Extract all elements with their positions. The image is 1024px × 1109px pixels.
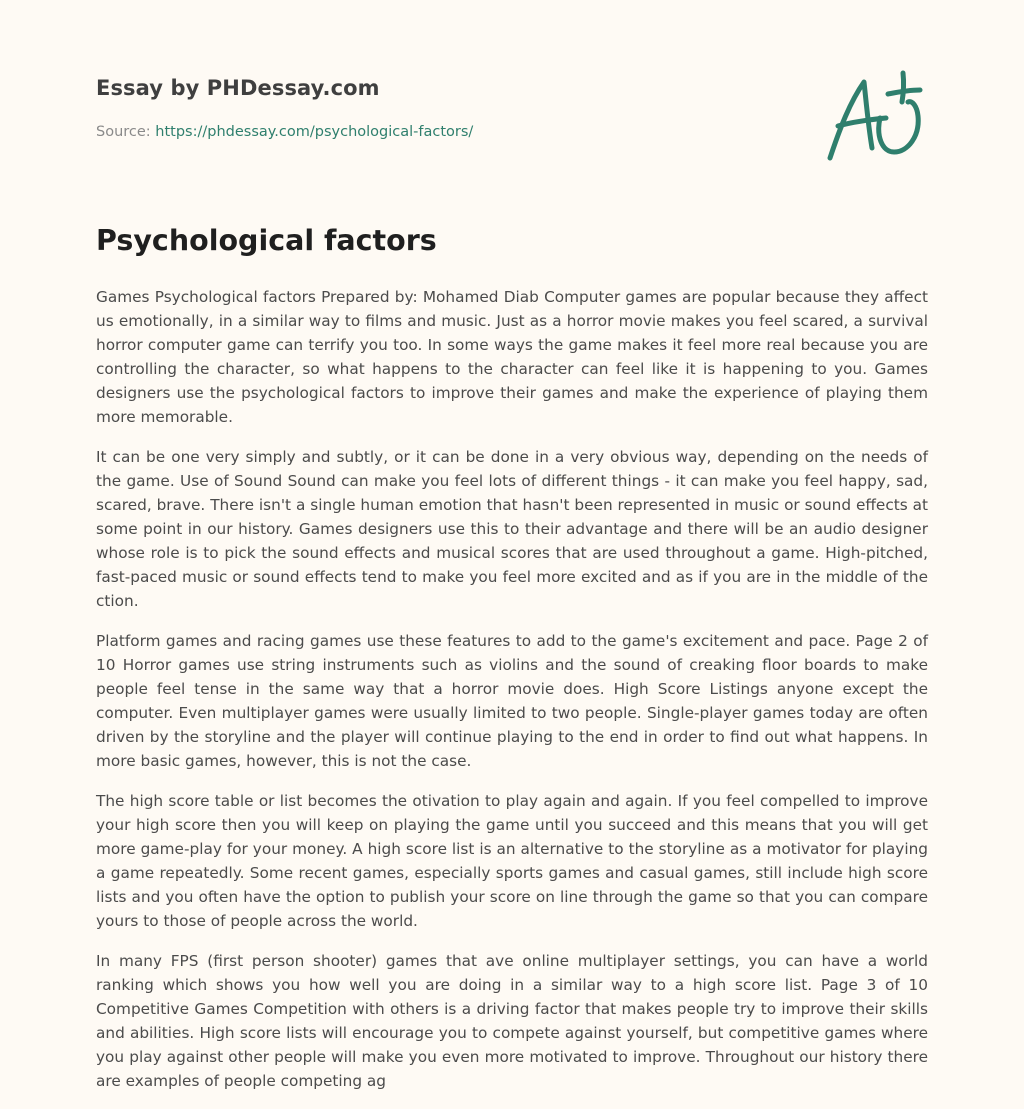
source-label: Source: [96, 124, 151, 140]
source-line [96, 124, 473, 140]
article-title: Psychological factors [96, 224, 437, 257]
article-paragraph: Games Psychological factors Prepared by: Mohamed Diab Computer games are popular because they affect us emotionally, in a similar way to films and music. Just as a horror movie makes you feel scared, a survival horror computer game can terrify you too. In some ways the game makes it feel more real because you are controlling the character, so what happens to the character can feel like it is happening to you. Games designers use the psychological factors to improve their games and make the experience of playing them more memorable. [96, 288, 928, 426]
a-plus-logo-icon [816, 66, 932, 168]
article-paragraph: Platform games and racing games use these features to add to the game's excitement and pace. Page 2 of 10 Horror games use string instruments such as violins and the sound of creaking floor boards to make people feel tense in the same way that a horror movie does. High Score Listings anyone except the computer. Even multiplayer games were usually limited to two people. Single-player games today are often driven by the storyline and the player will continue playing to the end in order to find out what happens. In more basic games, however, this is not the case. [96, 632, 928, 770]
article-paragraph: In many FPS (first person shooter) games that ave online multiplayer settings, you can have a world ranking which shows you how well you are doing in a similar way to a high score list. Page 3 of 10 Competitive Games Competition with others is a driving factor that makes people try to improve their skills and abilities. High score lists will encourage you to compete against yourself, but competitive games where you play against other people will make you even more motivated to improve. Throughout our history there are examples of people competing ag [96, 952, 928, 1090]
article-paragraph: It can be one very simply and subtly, or it can be done in a very obvious way, depending on the needs of the game. Use of Sound Sound can make you feel lots of different things - it can make you feel happy, sad, scared, brave. There isn't a single human emotion that hasn't been represented in music or sound effects at some point in our history. Games designers use this to their advantage and there will be an audio designer whose role is to pick the sound effects and musical scores that are used throughout a game. High-pitched, fast-paced music or sound effects tend to make you feel more excited and as if you are in the middle of the ction. [96, 448, 928, 610]
source-link[interactable]: https://phdessay.com/psychological-factors/ [155, 124, 474, 140]
site-brand: Essay by PHDessay.com [96, 76, 380, 100]
article-body [96, 285, 928, 1109]
article-paragraph: The high score table or list becomes the otivation to play again and again. If you feel compelled to improve your high score then you will keep on playing the game until you succeed and this means that you will get more game-play for your money. A high score list is an alternative to the storyline as a motivator for playing a game repeatedly. Some recent games, especially sports games and casual games, still include high score lists and you often have the option to publish your score on line through the game so that you can compare yours to those of people across the world. [96, 792, 928, 930]
